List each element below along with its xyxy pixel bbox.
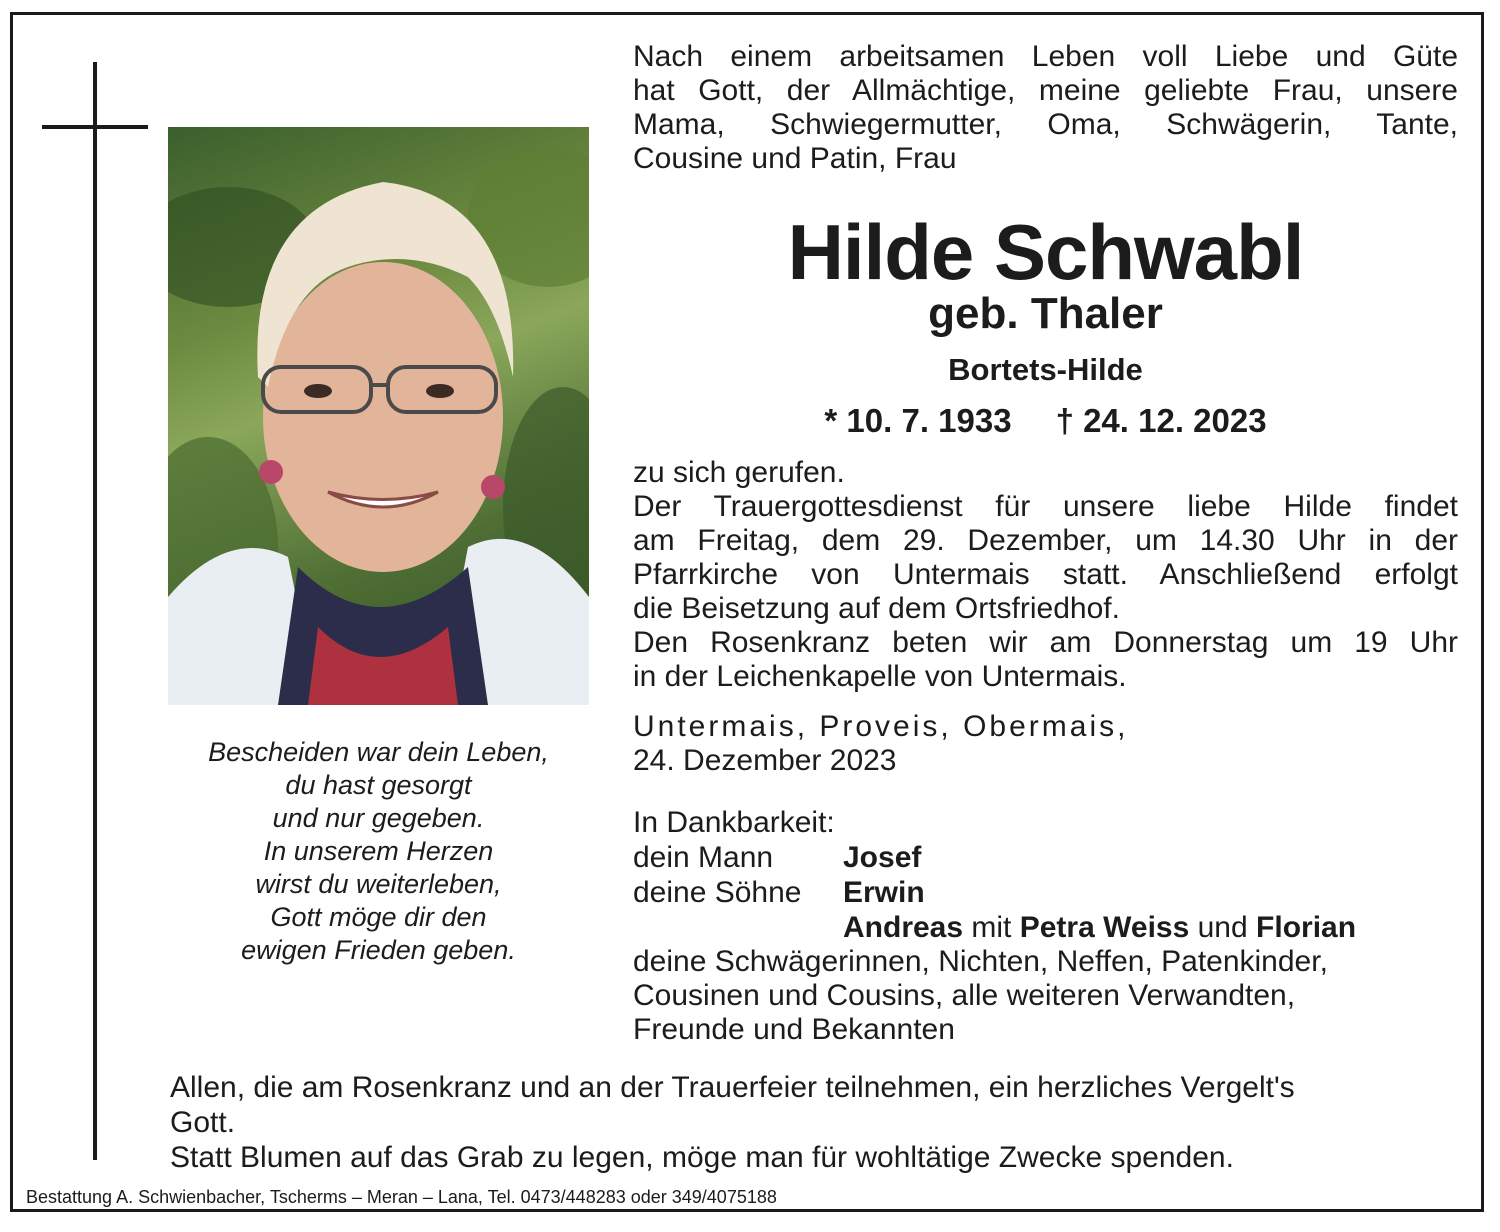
son-name: Erwin [843,876,925,909]
portrait-photo [168,127,589,705]
body-line: die Beisetzung auf dem Ortsfriedhof. [633,592,1120,625]
relatives [633,945,1458,1047]
closing-line: Statt Blumen auf das Grab zu legen, möge man für wohltätige Zwecke spenden. [170,1141,1234,1174]
body-line: am Freitag, dem 29. Dezember, um 14.30 Uhr in der [633,524,1458,557]
portrait-illustration [168,127,589,705]
service-text [633,456,1458,694]
death-date: † 24. 12. 2023 [1055,402,1267,439]
body-line: Der Trauergottesdienst für unsere liebe Hilde findet [633,490,1458,523]
place-and-date [633,710,1458,778]
nickname: Bortets-Hilde [948,352,1143,387]
relatives-line: Cousinen und Cousins, alle weiteren Verwandten, [633,979,1296,1012]
intro-line: Mama, Schwiegermutter, Oma, Schwägerin, Tante, [633,108,1458,141]
sons-label: deine Söhne [633,876,802,909]
body-line: zu sich gerufen. [633,456,845,489]
poem-line: und nur gegeben. [272,803,485,833]
intro-line: Cousine und Patin, Frau [633,142,957,175]
poem-line: Bescheiden war dein Leben, [208,737,549,767]
with-text: mit [971,911,1012,944]
birth-date: * 10. 7. 1933 [824,402,1012,439]
birth-name: geb. Thaler [928,289,1163,338]
poem-line: In unserem Herzen [263,836,494,866]
cross-icon-bar [42,125,148,129]
mourners [633,806,1458,946]
son-name: Andreas [843,911,964,944]
relatives-line: deine Schwägerinnen, Nichten, Neffen, Patenkinder, [633,945,1328,978]
husband-label: dein Mann [633,841,774,874]
husband-name: Josef [843,841,922,874]
poem-line: wirst du weiterleben, [255,869,502,899]
poem-line: Gott möge dir den [270,902,487,932]
poem-line: du hast gesorgt [285,770,472,800]
grandchild-name: Florian [1256,911,1357,944]
cross-icon [93,62,97,1160]
deceased-name: Hilde Schwabl [787,208,1304,296]
closing-text [170,1070,1460,1175]
body-line: Pfarrkirche von Untermais statt. Anschließend erfolgt [633,558,1458,591]
closing-line: Gott. [170,1106,236,1139]
intro-line: Nach einem arbeitsamen Leben voll Liebe und Güte [633,40,1458,73]
poem-line: ewigen Frieden geben. [241,935,516,965]
life-dates [633,400,1458,442]
intro-text [633,40,1458,176]
poem [168,736,589,967]
relatives-line: Freunde und Bekannten [633,1013,955,1046]
and-text: und [1197,911,1248,944]
funeral-home-footer: Bestattung A. Schwienbacher, Tscherms – Meran – Lana, Tel. 0473/448283 oder 349/4075188 [26,1187,777,1207]
partner-name: Petra Weiss [1019,911,1190,944]
date: 24. Dezember 2023 [633,744,897,777]
body-line: in der Leichenkapelle von Untermais. [633,660,1127,693]
place: Untermais, Proveis, Obermais, [633,710,1129,743]
intro-line: hat Gott, der Allmächtige, meine geliebte Frau, unsere [633,74,1458,107]
body-line: Den Rosenkranz beten wir am Donnerstag um 19 Uhr [633,626,1458,659]
closing-line: Allen, die am Rosenkranz und an der Trauerfeier teilnehmen, ein herzliches Vergelt's [170,1071,1295,1104]
thanks-heading: In Dankbarkeit: [633,806,835,839]
